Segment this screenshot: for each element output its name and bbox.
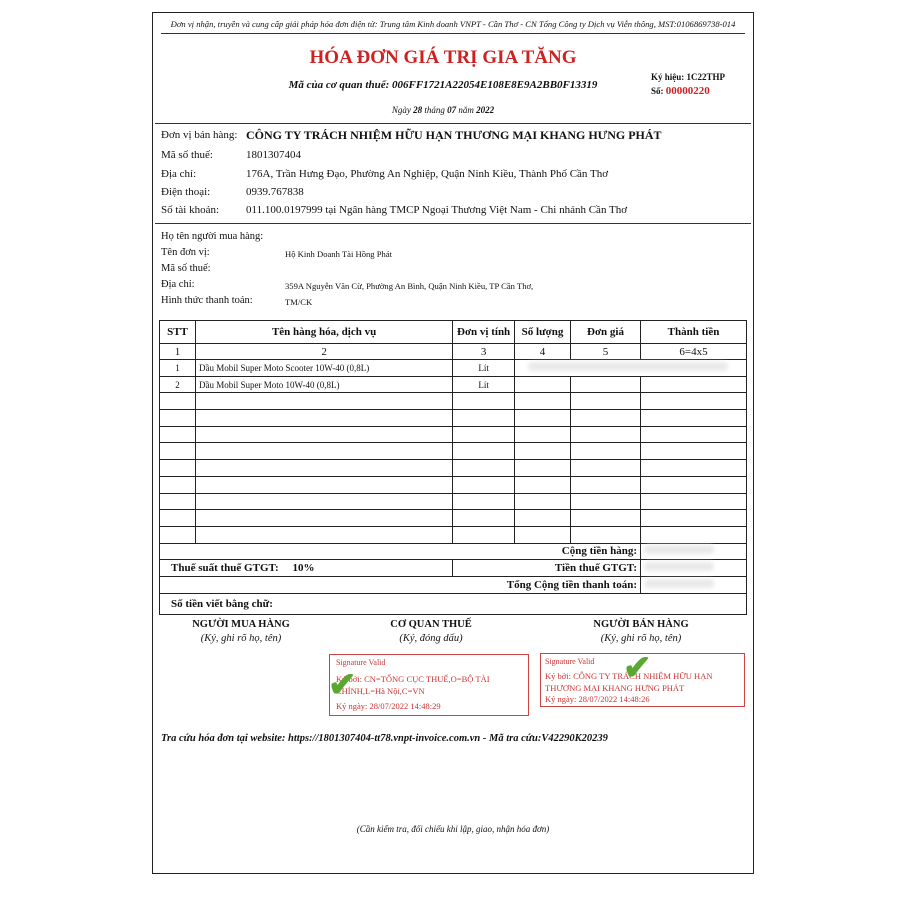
row-item-name: Dầu Mobil Super Moto Scooter 10W-40 (0,8L) (195, 360, 452, 377)
check-icon: ✔ (328, 667, 357, 704)
row-stt: 1 (160, 360, 196, 377)
row-item-name: Dầu Mobil Super Moto 10W-40 (0,8L) (195, 376, 452, 393)
subtotal-row (160, 543, 747, 560)
column-number: 6=4x5 (640, 344, 746, 360)
invoice-date: Ngày 28 tháng 07 năm 2022 (391, 105, 495, 115)
seller-name: CÔNG TY TRÁCH NHIỆM HỮU HẠN THƯƠNG MẠI KHANG HƯNG PHÁT (246, 128, 662, 142)
table-header: STT (160, 321, 196, 344)
in-words: Số tiền viết bằng chữ: (160, 593, 747, 614)
provider-note: Đơn vị nhận, truyền và cung cấp giải pháp hóa đơn điện tử: Trung tâm Kinh doanh VNPT - Cần Thơ - CN Tổng Công ty Dịch vụ Viễn thông, MST:0106869738-014 (170, 19, 736, 29)
table-header: Đơn giá (571, 321, 641, 344)
divider (161, 33, 745, 34)
seller-address-label: Địa chỉ: (161, 168, 197, 180)
empty-row (160, 510, 747, 527)
authority-sign-title: CƠ QUAN THUẾ (390, 619, 472, 630)
grand-total-row (160, 576, 747, 593)
column-number-row (160, 344, 747, 360)
empty-row (160, 393, 747, 410)
vat-row (160, 560, 747, 577)
subtotal-value (640, 543, 746, 560)
table-header: Số lượng (515, 321, 571, 344)
authority-sign-sub: (Ký, đóng dấu) (399, 633, 463, 644)
table-row (160, 360, 747, 377)
buyer-address-label: Địa chỉ: (161, 279, 195, 290)
row-unit: Lít (453, 360, 515, 377)
table-header-row (160, 321, 747, 344)
check-icon: ✔ (623, 650, 652, 687)
seller-phone: 0939.767838 (246, 186, 304, 198)
buyer-unit-label: Tên đơn vị: (161, 247, 210, 258)
serial-symbol: Ký hiệu: 1C22THP (651, 72, 726, 82)
seller-account: 011.100.0197999 tại Ngân hàng TMCP Ngoại Thương Việt Nam - Chi nhánh Cần Thơ (246, 204, 628, 216)
invoice-number: Số: 00000220 (651, 85, 710, 97)
table-row (160, 376, 747, 393)
buyer-sign-title: NGƯỜI MUA HÀNG (192, 619, 290, 630)
vat-amount-label: Tiền thuế GTGT: (453, 560, 641, 577)
empty-row (160, 426, 747, 443)
vat-amount-value (640, 560, 746, 577)
authority-signature-box: Signature Valid Ký bởi: CN=TỔNG CỤC THUẾ,O=BỘ TÀI CHÍNH,L=Hà Nội,C=VN Ký ngày: 28/07/2022 14:48:29 ✔ (329, 654, 529, 716)
column-number: 2 (195, 344, 452, 360)
seller-sign-sub: (Ký, ghi rõ họ, tên) (600, 633, 682, 644)
subtotal-label: Cộng tiền hàng: (160, 543, 641, 560)
grand-total-value (640, 576, 746, 593)
column-number: 5 (571, 344, 641, 360)
divider (155, 123, 751, 124)
buyer-payment-label: Hình thức thanh toán: (161, 295, 253, 306)
column-number: 4 (515, 344, 571, 360)
buyer-sign-sub: (Ký, ghi rõ họ, tên) (200, 633, 282, 644)
row-stt: 2 (160, 376, 196, 393)
invoice-page (152, 12, 754, 874)
column-number: 1 (160, 344, 196, 360)
row-unit: Lít (453, 376, 515, 393)
empty-row (160, 410, 747, 427)
footnote: (Cần kiểm tra, đối chiếu khi lập, giao, nhận hóa đơn) (356, 824, 550, 834)
lookup-line: Tra cứu hóa đơn tại website: https://1801307404-tt78.vnpt-invoice.com.vn - Mã tra cứu:V42290K20239 (161, 733, 608, 744)
buyer-unit: Hộ Kinh Doanh Tài Hồng Phát (285, 249, 393, 259)
empty-row (160, 526, 747, 543)
seller-signature-box: Signature Valid Ký bởi: CÔNG TY TRÁCH NHIỆM HỮU HẠN THƯƠNG MẠI KHANG HƯNG PHÁT Ký ngày: 28/07/2022 14:48:26 ✔ (540, 653, 745, 707)
table-header: Tên hàng hóa, dịch vụ (195, 321, 452, 344)
seller-phone-label: Điện thoại: (161, 186, 211, 198)
seller-sign-title: NGƯỜI BÁN HÀNG (593, 619, 689, 630)
vat-rate-cell: Thuế suất thuế GTGT: 10% (160, 560, 453, 577)
empty-row (160, 476, 747, 493)
tax-authority-code: Mã của cơ quan thuế: 006FF1721A22054E108E8E9A2BB0F13319 (288, 79, 598, 91)
in-words-row (160, 593, 747, 614)
seller-name-label: Đơn vị bán hàng: (161, 129, 238, 141)
items-table (159, 320, 747, 615)
column-number: 3 (453, 344, 515, 360)
seller-tax: 1801307404 (246, 149, 301, 161)
divider (155, 223, 751, 224)
table-header: Thành tiền (640, 321, 746, 344)
seller-tax-label: Mã số thuế: (161, 149, 213, 161)
empty-row (160, 443, 747, 460)
empty-row (160, 460, 747, 477)
redacted-values (515, 360, 747, 377)
empty-row (160, 493, 747, 510)
buyer-person-label: Họ tên người mua hàng: (161, 231, 264, 242)
buyer-tax-label: Mã số thuế: (161, 263, 211, 274)
invoice-title: HÓA ĐƠN GIÁ TRỊ GIA TĂNG (309, 47, 577, 68)
buyer-address: 359A Nguyễn Văn Cừ, Phường An Bình, Quận Ninh Kiều, TP Cần Thơ, (285, 281, 534, 291)
seller-address: 176A, Trần Hưng Đạo, Phường An Nghiệp, Quận Ninh Kiều, Thành Phố Cần Thơ (246, 168, 609, 180)
table-header: Đơn vị tính (453, 321, 515, 344)
buyer-payment: TM/CK (285, 297, 313, 307)
grand-total-label: Tổng Cộng tiền thanh toán: (160, 576, 641, 593)
seller-account-label: Số tài khoản: (161, 204, 220, 216)
